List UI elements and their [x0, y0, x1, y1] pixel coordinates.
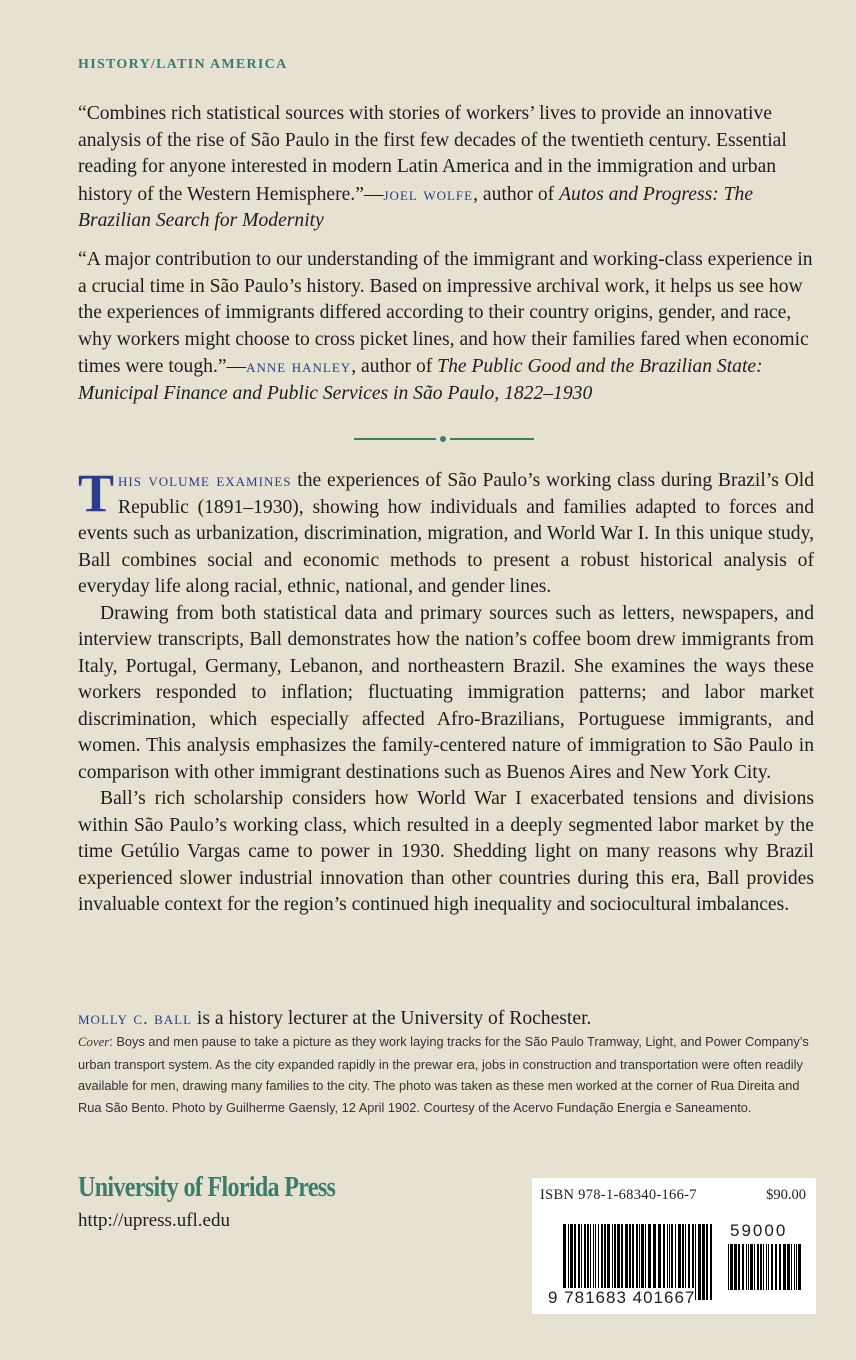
- ean-digits: 9 781683 401667: [548, 1288, 696, 1307]
- addon-barcode-icon: [728, 1244, 802, 1290]
- author-bio: [78, 1005, 814, 1032]
- barcode-bar: [742, 1244, 744, 1290]
- blurb-2: [78, 247, 814, 407]
- description-paragraph-2: Drawing from both statistical data and primary sources such as letters, newspapers, and interview transcripts, Ball demonstrates how the nation’s coffee boom drew immigrants from Italy, Portugal, Germany, Lebanon, and northeastern Brazil. She examines the ways these workers responded to inflation; fluctuating immigration patterns; and labor market discrimination, which especially affected Afro-Brazilians, Portuguese immigrants, and women. This analysis emphasizes the family-centered nature of immigration to São Paulo in comparison with other immigrant destinations such as Buenos Aires and New York City.: [78, 602, 814, 783]
- cover-credit: [78, 1031, 814, 1118]
- barcode-bar: [798, 1244, 801, 1290]
- publisher-name: University of Florida Press: [78, 1172, 336, 1203]
- barcode-bar: [760, 1244, 762, 1290]
- barcode-bar: [768, 1244, 769, 1290]
- barcode-bar: [775, 1244, 777, 1290]
- dropcap: T: [78, 463, 115, 523]
- blurb-1-affiliation: , author of: [473, 183, 560, 205]
- barcode-bar: [738, 1244, 740, 1290]
- divider-line-left: [354, 438, 436, 440]
- blurb-1: [78, 101, 814, 235]
- cover-credit-text: : Boys and men pause to take a picture as they work laying tracks for the São Paulo Tramway, Light, and Power Company’s urban transport system. As the city expanded rapidly in the prewar era, jobs in construction and transportation were often readily available for men, drawing many families to the city. The photo was taken as these men worked at the corner of Rua Direita and Rua São Bento. Photo by Guilherme Gaensly, 12 April 1902. Courtesy of the Acervo Fundação Energia e Saneamento.: [78, 1034, 809, 1115]
- divider-line-right: [450, 438, 534, 440]
- book-description: [78, 463, 815, 919]
- barcode-bar: [734, 1244, 737, 1290]
- addon-digits: 59000: [730, 1221, 788, 1240]
- barcode-bar: [771, 1244, 773, 1290]
- barcode-bar: [710, 1224, 712, 1300]
- barcode-bar: [787, 1244, 790, 1290]
- barcode-bar: [698, 1224, 701, 1300]
- barcode-bar: [750, 1244, 753, 1290]
- blurb-2-affiliation: , author of: [351, 356, 438, 377]
- barcode-bar: [748, 1244, 749, 1290]
- barcode-bar: [728, 1244, 729, 1290]
- barcode-bar: [757, 1244, 759, 1290]
- barcode-bar: [763, 1244, 764, 1290]
- barcode-bar: [779, 1244, 781, 1290]
- barcode-bar: [783, 1244, 786, 1290]
- ornament-divider: [354, 430, 534, 444]
- author-bio-text: is a history lecturer at the University of Rochester.: [192, 1008, 592, 1029]
- barcode-bar: [794, 1244, 795, 1290]
- description-paragraph-3: Ball’s rich scholarship considers how World War I exacerbated tensions and divisions within São Paulo’s working class, which resulted in a deeply segmented labor market by the time Getúlio Vargas came to power in 1930. Shedding light on many reasons why Brazil experienced slower industrial innovation than other countries during this era, Ball provides invaluable context for the region’s continued high inequality and sociocultural imbalances.: [78, 788, 814, 915]
- author-name: molly c. ball: [78, 1008, 193, 1028]
- description-paragraph-1: [78, 463, 815, 601]
- barcode-bar: [702, 1224, 705, 1300]
- cover-credit-label: Cover: [78, 1035, 110, 1049]
- barcode-bar: [791, 1244, 792, 1290]
- barcode-bar: [746, 1244, 747, 1290]
- isbn-text: ISBN 978-1-68340-166-7: [540, 1187, 697, 1203]
- barcode-bar: [766, 1244, 767, 1290]
- barcode-bar: [706, 1224, 708, 1300]
- blurb-2-author: anne hanley: [246, 356, 352, 376]
- barcode-bar: [796, 1244, 797, 1290]
- description-lead-in: his volume examines: [118, 470, 292, 490]
- blurb-2-book-title: The Public Good and the Brazilian State: Municipal Finance and Public Services in São Paulo, 1822–1930: [78, 356, 763, 404]
- blurb-1-author: joel wolfe: [383, 183, 474, 204]
- barcode-box: [532, 1178, 816, 1314]
- price-text: $90.00: [766, 1187, 806, 1203]
- blurb-1-book-title: Autos and Progress: The Brazilian Search for Modernity: [78, 183, 754, 231]
- description-para1-text: the experiences of São Paulo’s working class during Brazil’s Old Republic (1891–1930), showing how individuals and families adapted to forces and events such as urbanization, discrimination, migration, and World War I. In this unique study, Ball combines social and economic methods to present a robust historical analysis of everyday life along racial, ethnic, national, and gender lines.: [78, 470, 815, 597]
- barcode-bar: [730, 1244, 733, 1290]
- publisher-url[interactable]: http://upress.ufl.edu: [78, 1210, 230, 1231]
- barcode-bar: [754, 1244, 755, 1290]
- blurb-1-text: “Combines rich statistical sources with stories of workers’ lives to provide an innovative analysis of the rise of São Paulo in the first few decades of the twentieth century. Essential reading for anyone interested in modern Latin America and in the immigration and urban history of the Western Hemisphere.”—: [78, 103, 787, 205]
- category-label: HISTORY/LATIN AMERICA: [78, 57, 288, 72]
- divider-dot: [440, 436, 446, 442]
- blurb-2-text: “A major contribution to our understanding of the immigrant and working-class experience in a crucial time in São Paulo’s history. Based on impressive archival work, it helps us see how the experiences of immigrants differed according to their country origins, gender, and race, why workers might choose to cross picket lines, and how their families fared when economic times were tough.”—: [78, 249, 813, 377]
